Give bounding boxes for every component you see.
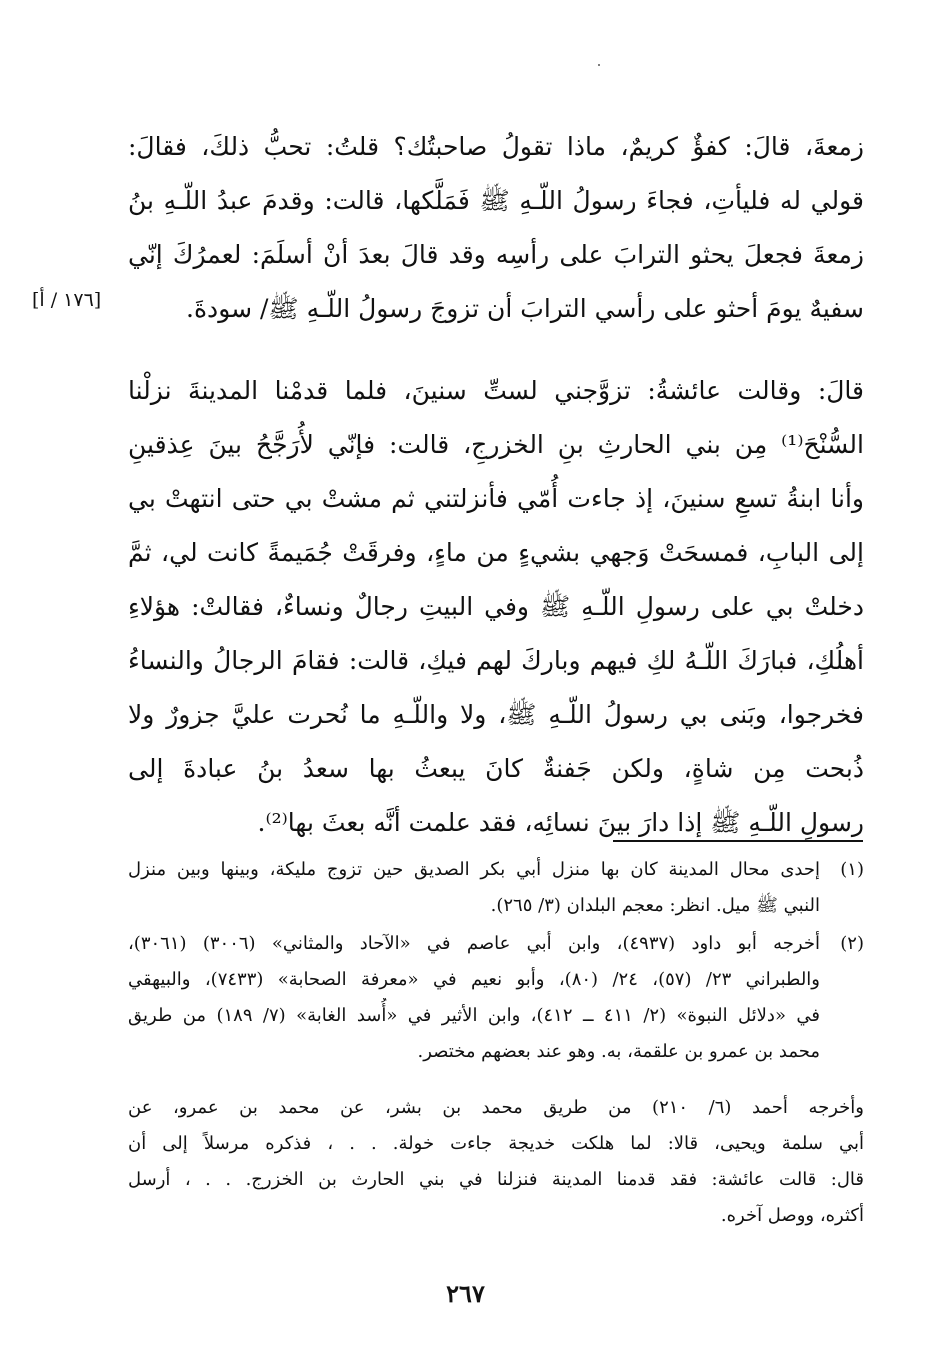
- text-line: ذُبحت مِن شاةٍ، ولكن جَفنةٌ كانَ يبعثُ بها سعدُ بنُ عبادةَ إلى: [128, 754, 864, 783]
- text-line: وأنا ابنةُ تسعِ سنينَ، إذ جاءت أُمّي فأنزلتني ثم مشتْ بي حتى انتهتْ بي: [128, 484, 864, 513]
- paragraph-1: [128, 120, 864, 336]
- text-line: دخلتْ بي على رسولِ اللّـهِ ﷺ وفي البيتِ رجالٌ ونساءٌ، فقالتْ: هؤلاءِ: [128, 592, 864, 621]
- text-line: أهلُكِ، فبارَكَ اللّـهُ لكِ فيهم وباركَ لهم فيكِ، قالت: فقامَ الرجالُ والنساءُ: [128, 646, 864, 675]
- footnote-line: قال: قالت عائشة: فقد قدمنا المدينة فنزلنا في بني الحارث بن الخزرج. . . ، أرسل: [128, 1169, 864, 1190]
- footnote-2: [128, 926, 864, 1070]
- paragraph-2: [128, 364, 864, 850]
- text-line: قولي له فليأتِ، فجاءَ رسولُ اللّـهِ ﷺ فَمَلَّكها، قالت: وقدمَ عبدُ اللّـهِ بنُ: [128, 186, 864, 215]
- footnote-divider: [613, 840, 863, 842]
- footnote-number: (١): [840, 859, 864, 880]
- footnote-line: إحدى محال المدينة كان بها منزل أبي بكر الصديق حين تزوج مليكة، وبينها وبين منزل: [128, 859, 820, 880]
- text-line: رسولِ اللّـهِ ﷺ إذا دارَ بينَ نسائِه، فقد علمت أنَّه بعثَ بها⁽²⁾.: [257, 808, 864, 837]
- text-line: زمعةَ فجعلَ يحثو الترابَ على رأسِه وقد قالَ بعدَ أنْ أسلَمَ: لعمرُكَ إنّي: [128, 240, 864, 269]
- footnote-line: وأخرجه أحمد (٦/ ٢١٠) من طريق محمد بن بشر، عن محمد بن عمرو، عن: [128, 1097, 864, 1118]
- footnote-line: والطبراني ٢٣/ (٥٧)، ٢٤/ (٨٠)، وأبو نعيم في «معرفة الصحابة» (٧٤٣٣)، والبيهقي: [128, 969, 820, 990]
- text-line: زمعةَ، قالَ: كفؤٌ كريمٌ، ماذا تقولُ صاحبتُك؟ قلتُ: تحبُّ ذلكَ، فقالَ:: [128, 132, 864, 161]
- footnote-1: [128, 852, 864, 924]
- text-line: سفيهٌ يومَ أحثو على رأسي الترابَ أن تزوجَ رسولُ اللّـهِ ﷺ/ سودةَ.: [186, 294, 864, 323]
- footnote-line: في «دلائل النبوة» (٢/ ٤١١ ــ ٤١٢)، وابن الأثير في «أُسد الغابة» (٧/ ١٨٩) من طريق: [128, 1005, 820, 1026]
- text-line: فخرجوا، وبَنى بي رسولُ اللّـهِ ﷺ، ولا واللّـهِ ما نُحرت عليَّ جزورٌ ولا: [128, 700, 864, 729]
- footnote-line: أكثره، ووصل آخره.: [720, 1205, 864, 1226]
- footnote-2-continuation: [128, 1090, 864, 1234]
- page-number: ٢٦٧: [446, 1279, 485, 1308]
- footnote-line: النبي ﷺ ميل. انظر: معجم البلدان (٣/ ٢٦٥).: [490, 895, 820, 916]
- scan-speck: [598, 64, 600, 66]
- text-line: قالَ: وقالت عائشةُ: تزوَّجني لستِّ سنينَ، فلما قدمْنا المدينةَ نزلْنا: [128, 376, 864, 405]
- footnote-line: أخرجه أبو داود (٤٩٣٧)، وابن أبي عاصم في «الآحاد والمثاني» (٣٠٠٦) (٣٠٦١)،: [128, 933, 820, 954]
- manuscript-folio-reference: [١٧٦ / أ]: [32, 289, 102, 311]
- footnote-number: (٢): [840, 933, 864, 954]
- footnote-line: محمد بن عمرو بن علقمة، به. وهو عند بعضهم مختصر.: [417, 1041, 820, 1062]
- text-line: إلى البابِ، فمسحَتْ وَجهي بشيءٍ من ماءٍ، وفرقَتْ جُمَيمةً كانت لي، ثمَّ: [128, 538, 864, 567]
- text-line: السُّنْحَ⁽¹⁾ مِن بني الحارثِ بنِ الخزرجِ، قالت: فإنّي لأُرَجَّحُ بينَ عِذقينِ: [128, 430, 864, 459]
- footnote-line: أبي سلمة ويحيى، قالا: لما هلكت خديجة جاءت خولة. . . ، فذكره مرسلاً إلى أن: [128, 1133, 864, 1154]
